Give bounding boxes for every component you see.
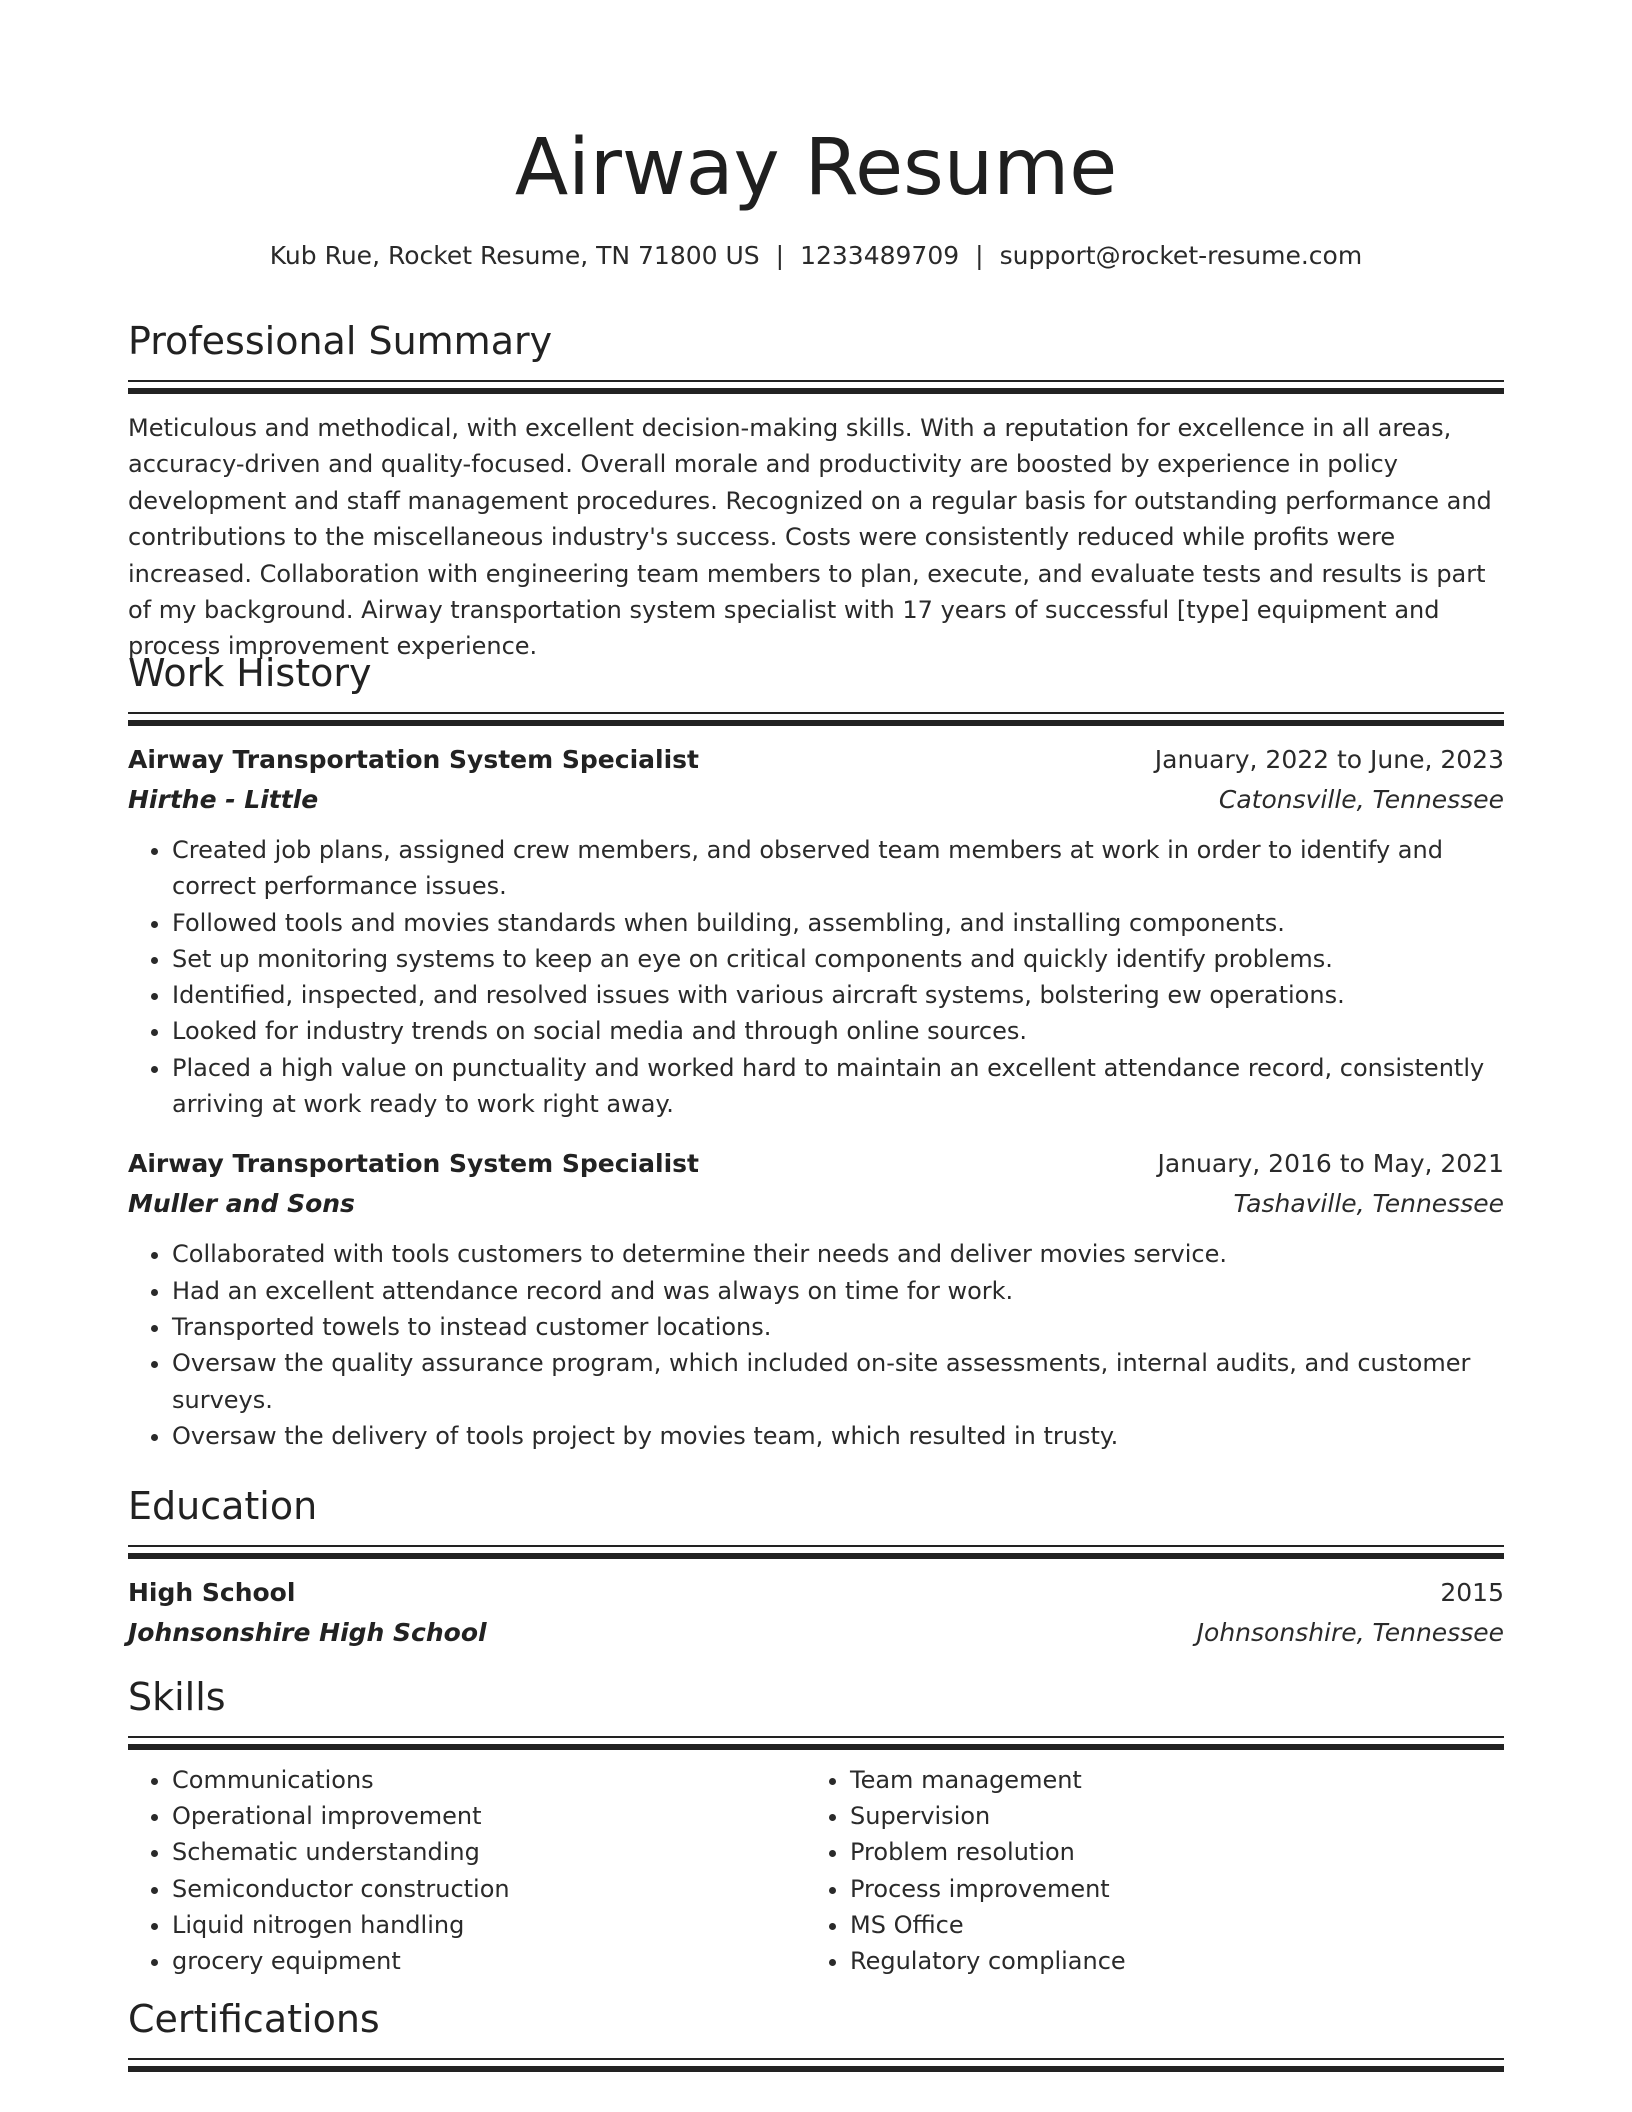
- section-divider: [128, 720, 1504, 726]
- contact-phone: 1233489709: [800, 241, 960, 270]
- job-bullets: [128, 832, 1504, 1122]
- section-divider: [128, 2058, 1504, 2060]
- list-item: • Problem resolution: [850, 1834, 1484, 1870]
- section-divider: [128, 1553, 1504, 1559]
- section-heading-education: Education: [128, 1484, 318, 1528]
- contact-separator: |: [975, 241, 984, 270]
- list-item: • grocery equipment: [172, 1943, 806, 1979]
- job-company: Muller and Sons: [128, 1189, 355, 1219]
- contact-line: [128, 238, 1504, 274]
- job-company: Hirthe - Little: [128, 785, 319, 814]
- skills-list-left: [128, 1762, 806, 1979]
- list-item: • Looked for industry trends on social media and through online sources.: [172, 1013, 1504, 1049]
- education-header-row: [128, 1573, 1504, 1613]
- section-divider: [128, 712, 1504, 714]
- list-item: • Identified, inspected, and resolved issues with various aircraft systems, bolstering ew operations.: [172, 977, 1504, 1013]
- job-location: Tashaville, Tennessee: [1233, 1189, 1504, 1219]
- section-divider: [128, 1545, 1504, 1547]
- list-item: • Schematic understanding: [172, 1834, 806, 1870]
- list-item: • Followed tools and movies standards when building, assembling, and installing components.: [172, 905, 1504, 941]
- education-year: 2015: [1440, 1578, 1504, 1607]
- contact-address: Kub Rue, Rocket Resume, TN 71800 US: [269, 241, 760, 270]
- job-title: Airway Transportation System Specialist: [128, 1149, 699, 1179]
- list-item: • Had an excellent attendance record and was always on time for work.: [172, 1273, 1504, 1309]
- job-entry: [128, 740, 1504, 1122]
- certifications-section: [128, 1994, 1504, 2072]
- job-dates: January, 2016 to May, 2021: [1157, 1149, 1504, 1179]
- education-school: Johnsonshire High School: [128, 1618, 487, 1647]
- list-item: • Regulatory compliance: [850, 1943, 1484, 1979]
- job-header-row: [128, 740, 1504, 780]
- list-item: • Semiconductor construction: [172, 1871, 806, 1907]
- skills-list-right: [806, 1762, 1484, 1979]
- list-item: • Oversaw the quality assurance program, which included on-site assessments, internal audits, and customer surveys.: [172, 1345, 1504, 1418]
- section-divider: [128, 388, 1504, 394]
- resume-name: Airway Resume: [514, 123, 1118, 213]
- contact-separator: |: [775, 241, 785, 270]
- summary-section: [128, 316, 1504, 665]
- section-divider: [128, 2066, 1504, 2072]
- list-item: • Oversaw the delivery of tools project by movies team, which resulted in trusty.: [172, 1418, 1504, 1454]
- list-item: • Transported towels to instead customer locations.: [172, 1309, 1504, 1345]
- list-item: • Operational improvement: [172, 1798, 806, 1834]
- job-dates: January, 2022 to June, 2023: [1154, 745, 1504, 774]
- list-item: • Supervision: [850, 1798, 1484, 1834]
- job-location: Catonsville, Tennessee: [1218, 785, 1504, 814]
- section-heading-summary: Professional Summary: [128, 319, 553, 363]
- job-company-row: [128, 780, 1504, 820]
- list-item: • Team management: [850, 1762, 1484, 1798]
- list-item: • Set up monitoring systems to keep an eye on critical components and quickly identify problems.: [172, 941, 1504, 977]
- list-item: • Communications: [172, 1762, 806, 1798]
- work-history-section: [128, 648, 1504, 1454]
- job-company-row: [128, 1184, 1504, 1224]
- list-item: • Collaborated with tools customers to determine their needs and deliver movies service.: [172, 1236, 1504, 1272]
- section-heading-certifications: Certifications: [128, 1997, 380, 2041]
- education-school-row: [128, 1613, 1504, 1653]
- list-item: • Created job plans, assigned crew members, and observed team members at work in order to identify and correct performance issues.: [172, 832, 1504, 905]
- job-header-row: [128, 1144, 1504, 1184]
- section-heading-skills: Skills: [128, 1675, 226, 1719]
- contact-email[interactable]: support@rocket-resume.com: [999, 241, 1363, 270]
- skills-columns: [128, 1762, 1504, 1979]
- section-heading-work: Work History: [128, 651, 372, 695]
- education-location: Johnsonshire, Tennessee: [1196, 1618, 1504, 1647]
- job-title: Airway Transportation System Specialist: [128, 745, 699, 774]
- list-item: • Placed a high value on punctuality and worked hard to maintain an excellent attendance record, consistently arriving at work ready to work right away.: [172, 1050, 1504, 1123]
- section-divider: [128, 1736, 1504, 1738]
- section-divider: [128, 1744, 1504, 1750]
- list-item: • MS Office: [850, 1907, 1484, 1943]
- job-bullets: [128, 1236, 1504, 1454]
- education-degree: High School: [128, 1578, 296, 1607]
- summary-text: Meticulous and methodical, with excellent decision-making skills. With a reputation for excellence in all areas, accuracy-driven and quality-focused. Overall morale and productivity are boosted by experience in policy development and staff management procedures. Recognized on a regular basis for outstanding performance and contributions to the miscellaneous industry's success. Costs were consistently reduced while profits were increased. Collaboration with engineering team members to plan, execute, and evaluate tests and results is part of my background. Airway transportation system specialist with 17 years of successful [type] equipment and process improvement experience.: [128, 414, 1492, 661]
- list-item: • Liquid nitrogen handling: [172, 1907, 806, 1943]
- education-section: [128, 1481, 1504, 1653]
- section-divider: [128, 380, 1504, 382]
- skills-section: [128, 1672, 1504, 1979]
- list-item: • Process improvement: [850, 1871, 1484, 1907]
- job-entry: [128, 1144, 1504, 1454]
